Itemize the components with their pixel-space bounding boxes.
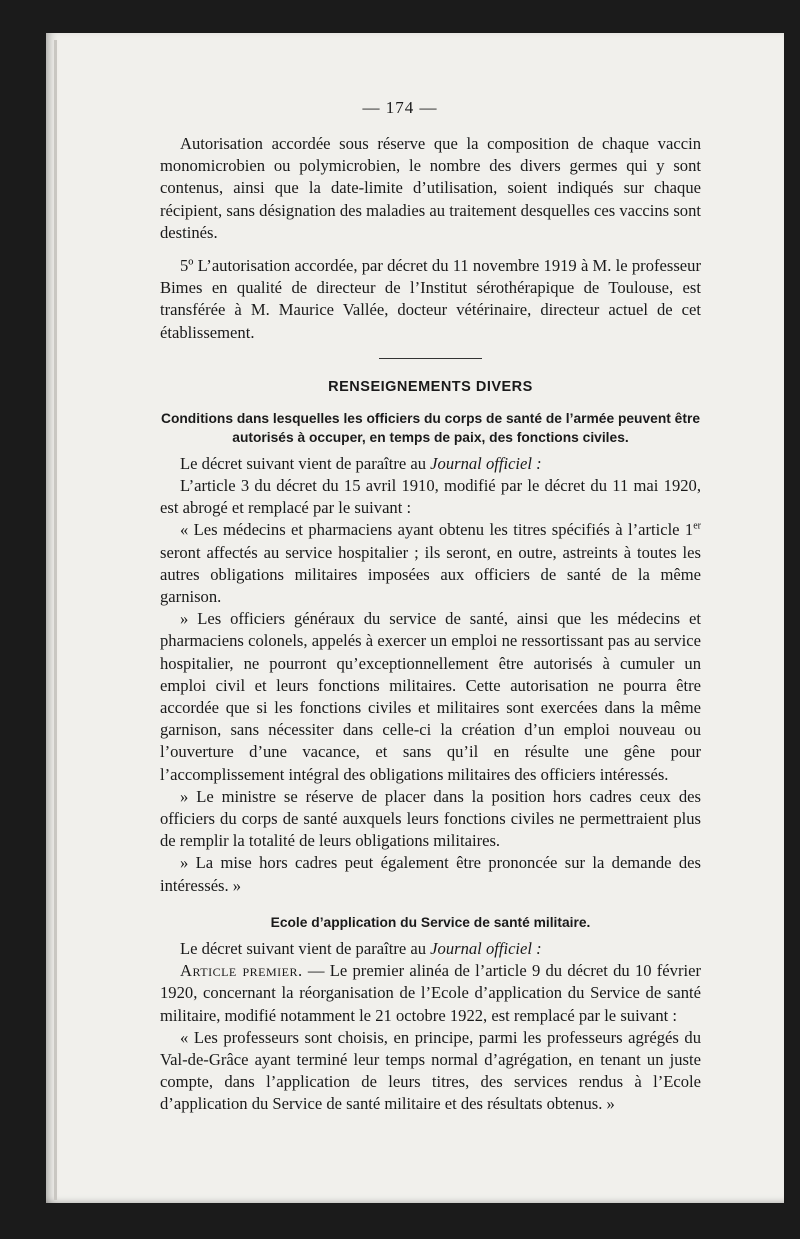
superscript: er xyxy=(693,520,701,532)
paragraph-text: « Les médecins et pharmaciens ayant obtenu les titres spécifiés à l’article 1 xyxy=(180,520,694,540)
paragraph-article-premier xyxy=(160,960,701,1027)
article-label: Article premier. xyxy=(180,961,303,981)
subsection-title-civil-functions: Conditions dans lesquelles les officiers du corps de santé de l’armée peuvent être autorisés à occuper, en temps de paix, des fonctions civiles. xyxy=(160,410,700,445)
page-body xyxy=(160,133,701,1116)
paragraph-text: seront affectés au service hospitalier ; ils seront, en outre, astreints à toutes les autres obligations militaires imposées aux officiers de santé de la même garnison. xyxy=(160,542,701,607)
paragraph-text: — Le premier alinéa de l’article 9 du décret du 10 février 1920, concernant la réorganisation de l’Ecole d’application du Service de santé militaire, modifié notamment le 21 octobre 1922, est remplacé par le suivant : xyxy=(160,961,701,1025)
section-title: RENSEIGNEMENTS DIVERS xyxy=(328,378,533,395)
decree-intro-text: Le décret suivant vient de paraître au xyxy=(180,453,431,473)
paragraph-hors-cadres: » Le ministre se réserve de placer dans la position hors cadres ceux des officiers du corps de santé auxquels leurs fonctions civiles ne permettraient plus de remplir la totalité de leurs obligations militaires. xyxy=(160,786,701,851)
page-edge xyxy=(54,40,57,1200)
paragraph-institute-transfer: 5º L’autorisation accordée, par décret du 11 novembre 1919 à M. le professeur Bimes en qualité de directeur de l’Institut sérothérapique de Toulouse, est transférée à M. Maurice Vallée, docteur vétérinaire, directeur actuel de cet établissement. xyxy=(160,256,701,342)
section-divider xyxy=(379,358,482,359)
paragraph-officiers-generaux: » Les officiers généraux du service de santé, ainsi que les médecins et pharmaciens colonels, appelés à exercer un emploi ne ressortissant pas au service hospitalier, ne pourront qu’exceptionnellement être autorisés à cumuler un emploi civil et leurs fonctions militaires. Cette autorisation ne pourra être accordée que si les fonctions civiles et militaires sont exercées dans la même garnison, sans nécessiter dans celle-ci la création d’un emploi nouveau ou l’ouverture d’une vacance, et sans qu’il en résulte une gêne pour l’accomplissement intégral des obligations militaires des officiers intéressés. xyxy=(160,609,701,784)
journal-name: Journal officiel : xyxy=(430,938,542,958)
decree-intro-text: Le décret suivant vient de paraître au xyxy=(180,938,431,958)
subsection-title-ecole: Ecole d’application du Service de santé militaire. xyxy=(270,914,591,930)
page-number: — 174 — xyxy=(362,98,438,117)
paragraph-mise-hors-cadres: » La mise hors cadres peut également être prononcée sur la demande des intéressés. » xyxy=(160,853,701,895)
decree-intro-1 xyxy=(160,453,701,475)
decree-intro-2 xyxy=(160,938,701,960)
paragraph-service-hospitalier xyxy=(160,519,701,608)
journal-name: Journal officiel : xyxy=(430,453,542,473)
paragraph-professeurs: « Les professeurs sont choisis, en principe, parmi les professeurs agrégés du Val-de-Grâce ayant terminé leur temps normal d’agrégation, en tenant un juste compte, dans l’application de leurs titres, des services rendus à l’Ecole d’application du Service de santé militaire et des résultats obtenus. » xyxy=(160,1027,701,1114)
paragraph-article-3: L’article 3 du décret du 15 avril 1910, modifié par le décret du 11 mai 1920, est abrogé et remplacé par le suivant : xyxy=(160,476,701,518)
paragraph-vaccine-authorization: Autorisation accordée sous réserve que la composition de chaque vaccin monomicrobien ou polymicrobien, le nombre des divers germes qui y sont contenus, ainsi que la date-limite d’utilisation, soient indiqués sur chaque récipient, sans désignation des maladies au traitement desquelles ces vaccins sont destinés. xyxy=(160,134,701,242)
